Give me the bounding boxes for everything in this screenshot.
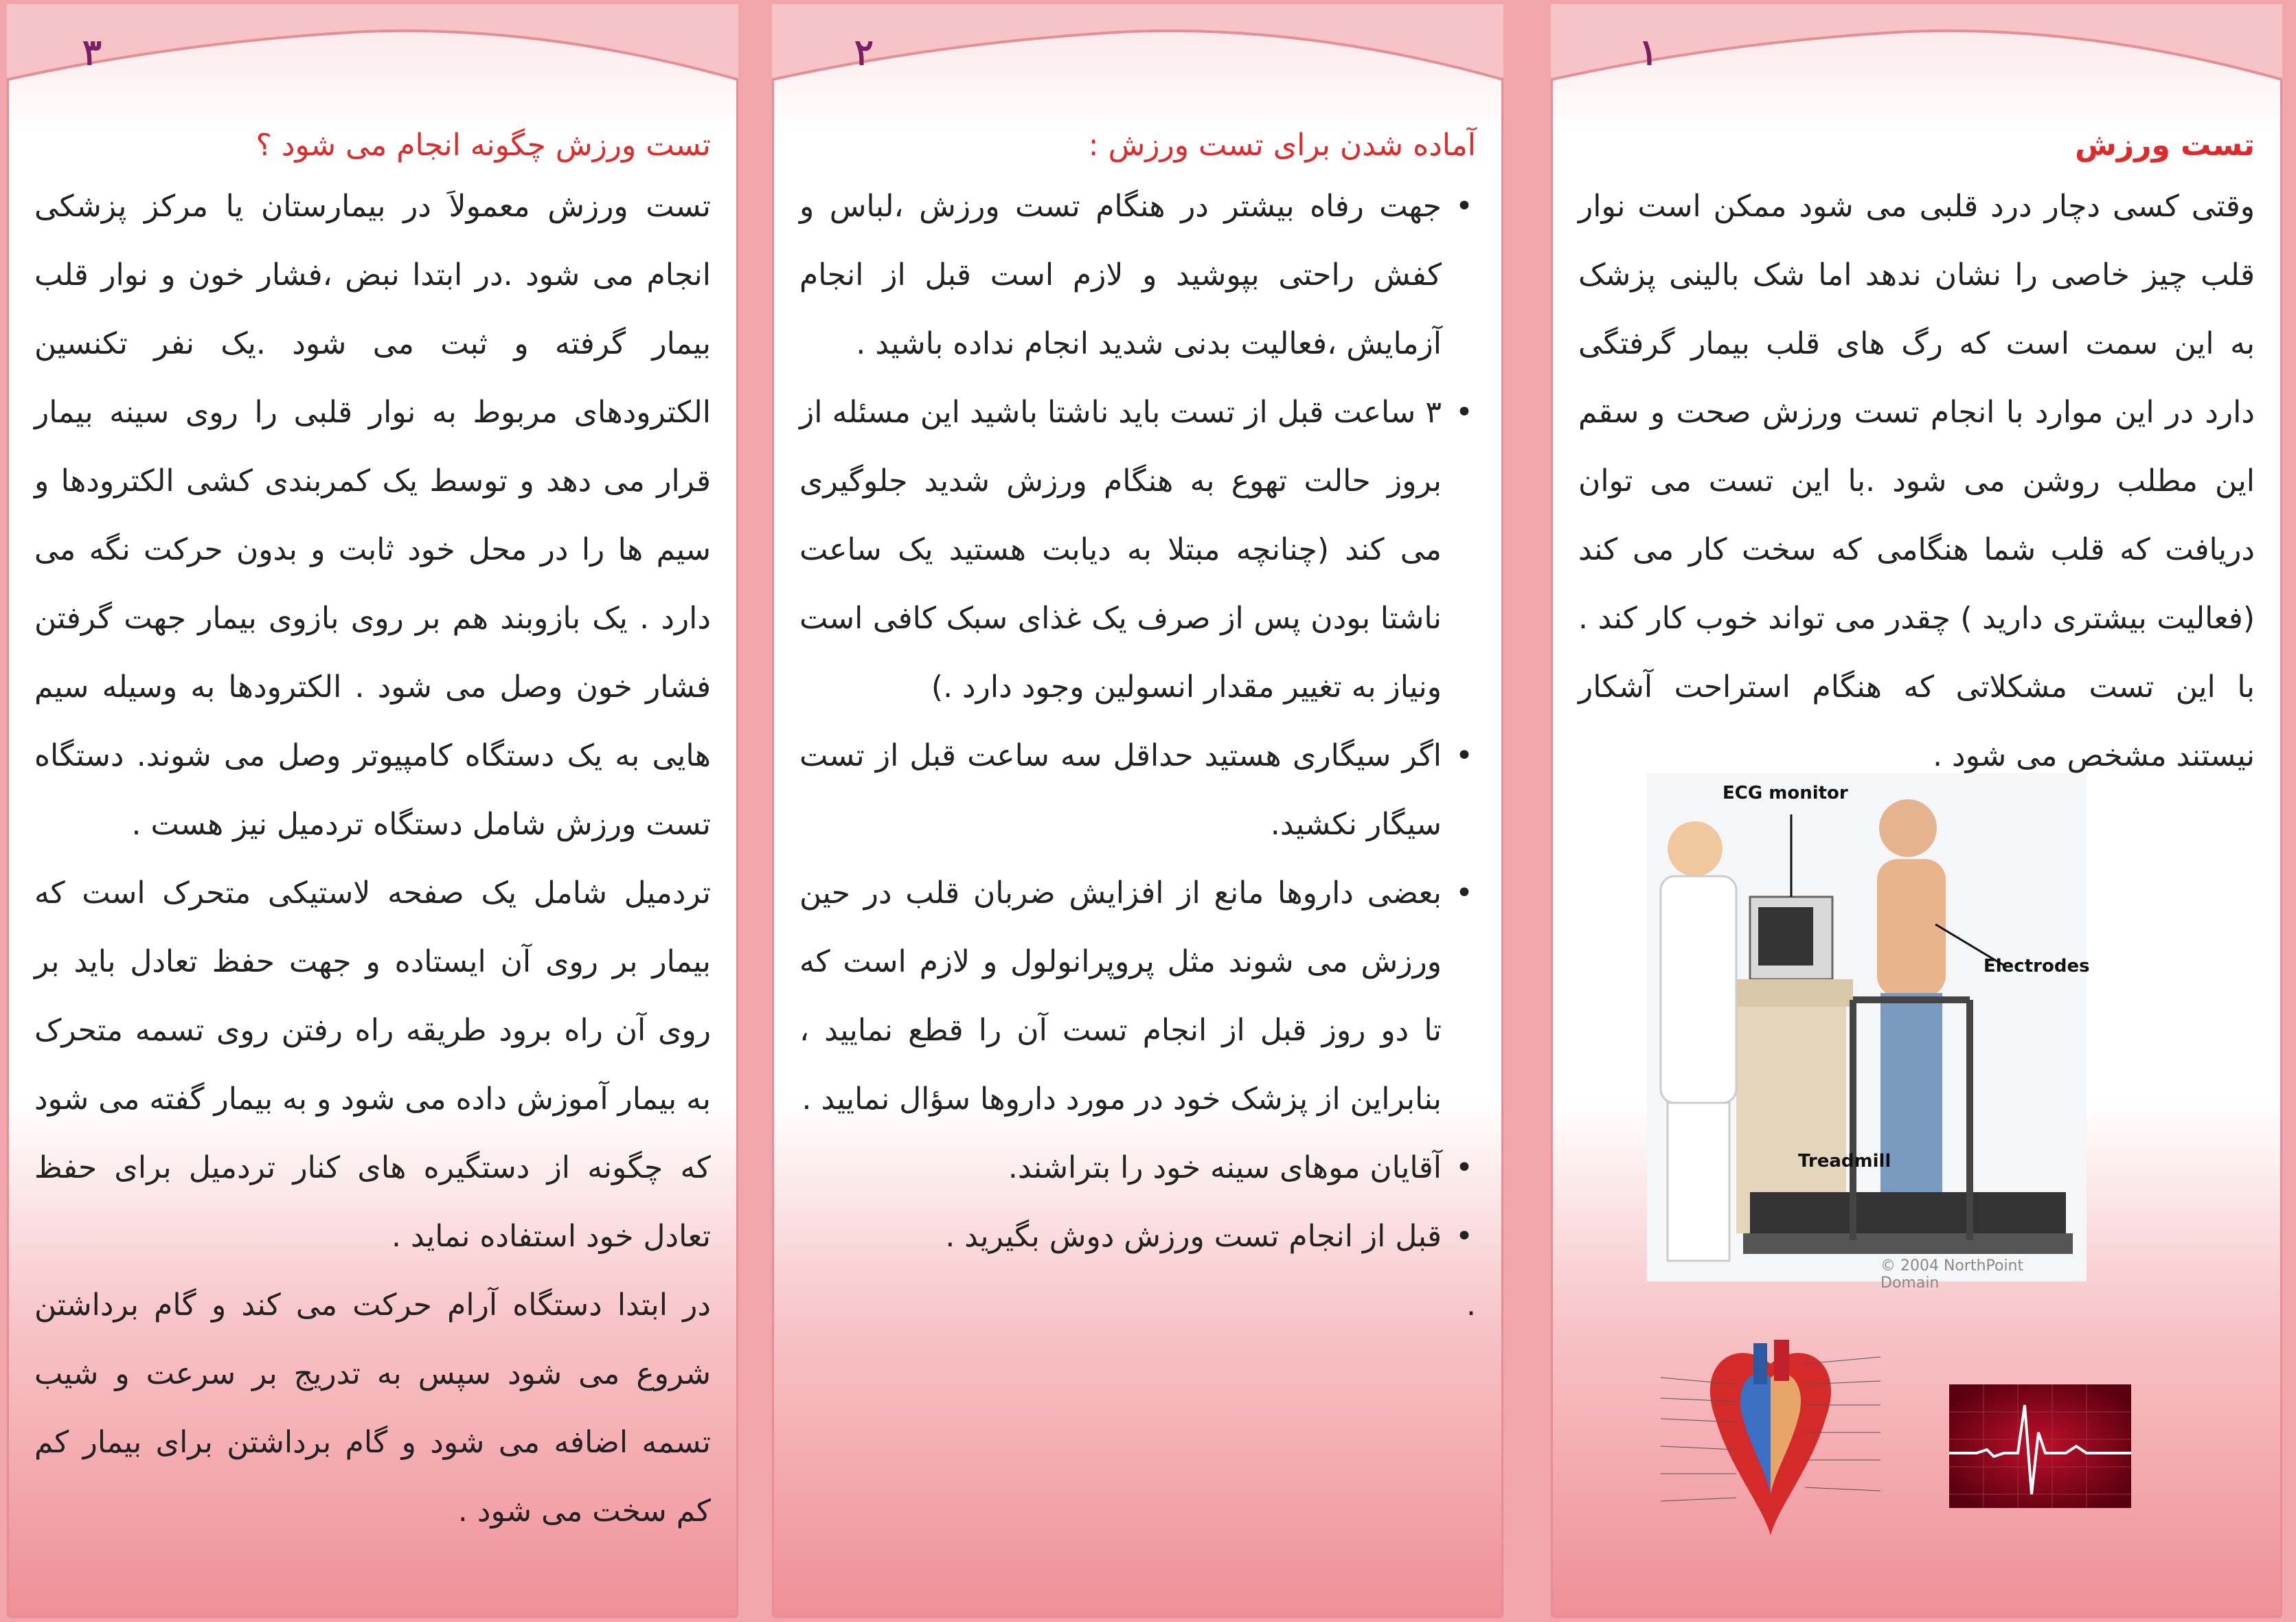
panel-3-content — [34, 128, 711, 1546]
list-item: • بعضی داروها مانع از افزایش ضربان قلب در حین ورزش می شوند مثل پروپرانولول و لازم است که تا دو روز قبل از انجام تست آن را قطع نمایید ، بنابراین از پزشک خود در مورد داروها سؤال نمایید . — [799, 876, 1473, 1117]
page-number: ۳ — [82, 32, 102, 73]
electrodes-label: Electrodes — [1984, 956, 2090, 976]
list-item: • آقایان موهای سینه خود را بتراشند. — [1008, 1150, 1473, 1185]
page-number: ۲ — [854, 32, 874, 73]
panel-1 — [1551, 4, 2282, 1618]
treadmill-illustration — [1647, 773, 2087, 1281]
panel-3 — [7, 4, 738, 1618]
heartbeat-icon — [1949, 1384, 2131, 1508]
panel-2-content — [799, 128, 1476, 1340]
panel-1-body: وقتی کسی دچار درد قلبی می شود ممکن است نوار قلب چیز خاصی را نشان ندهد اما شک بالینی پزشک به این سمت است که رگ های قلب بیمار گرفتگی دارد در این موارد با انجام تست ورزش صحت و سقم این مطلب روشن می شود .با این تست می توان دریافت که قلب شما هنگامی که سخت کار می کند (فعالیت بیشتری دارید ) چقدر می تواند خوب کار کند . با این تست مشکلاتی که هنگام استراحت آشکار نیستند مشخص می شود . — [1578, 189, 2255, 773]
panel-3-title: تست ورزش چگونه انجام می شود ؟ — [255, 128, 711, 163]
paragraph: در ابتدا دستگاه آرام حرکت می کند و گام برداشتن شروع می شود سپس به تدریج بر سرعت و شیب تسمه اضافه می شود و گام برداشتن برای بیمار کم کم سخت می شود . — [34, 1288, 711, 1529]
header-wave — [1551, 4, 2282, 93]
treadmill-label: Treadmill — [1798, 1151, 1891, 1172]
header-wave — [7, 4, 738, 93]
preparation-list — [799, 172, 1476, 1271]
ecg-pulse-image — [1949, 1384, 2131, 1508]
panel-2-title: آماده شدن برای تست ورزش : — [1088, 128, 1476, 163]
ecg-monitor-label: ECG monitor — [1723, 783, 1848, 803]
treadmill-figure — [1647, 773, 2090, 1292]
paragraph: تردمیل شامل یک صفحه لاستیکی متحرک است که بیمار بر روی آن ایستاده و جهت حفظ تعادل باید بر روی آن راه برود طریقه راه رفتن روی تسمه متحرک به بیمار آموزش داده می شود و به بیمار گفته می شود که چگونه از دستگیره های کنار تردمیل برای حفظ تعادل خود استفاده نماید . — [34, 876, 711, 1254]
trailing-dot: . — [1466, 1288, 1476, 1323]
page-number: ۱ — [1639, 32, 1658, 73]
header-wave — [772, 4, 1503, 93]
list-item: • اگر سیگاری هستید حداقل سه ساعت قبل از تست سیگار نکشید. — [799, 738, 1473, 842]
panel-1-title: تست ورزش — [2075, 128, 2255, 163]
list-item: • ۳ ساعت قبل از تست باید ناشتا باشید این مسئله از بروز حالت تهوع به هنگام ورزش شدید جلوگیری می کند (چنانچه مبتلا به دیابت هستید یک ساعت ناشتا بودن پس از صرف یک غذای سبک کافی است ونیاز به تغییر مقدار انسولین وجود دارد .) — [799, 395, 1473, 705]
list-item: • جهت رفاه بیشتر در هنگام تست ورزش ،لباس و کفش راحتی بپوشید و لازم است قبل از انجام آزمایش ،فعالیت بدنی شدید انجام نداده باشید . — [799, 189, 1473, 361]
paragraph: تست ورزش معمولاَ در بیمارستان یا مرکز پزشکی انجام می شود .در ابتدا نبض ،فشار خون و نوار قلب بیمار گرفته و ثبت می شود .یک نفر تکنسین الکترودهای مربوط به نوار قلبی را روی سینه بیمار قرار می دهد و توسط یک کمربندی کشی الکترودها و سیم ها را در محل خود ثابت و بدون حرکت نگه می دارد . یک بازوبند هم بر روی بازوی بیمار جهت گرفتن فشار خون وصل می شود . الکترودها به وسیله سیم هایی به یک دستگاه کامپیوتر وصل می شوند. دستگاه تست ورزش شامل دستگاه تردمیل نیز هست . — [34, 189, 711, 842]
panel-1-content — [1578, 128, 2255, 790]
figure-credit: © 2004 NorthPoint Domain — [1880, 1257, 2024, 1292]
panel-2 — [772, 4, 1503, 1618]
heart-anatomy-icon — [1633, 1336, 1908, 1556]
list-item: • قبل از انجام تست ورزش دوش بگیرید . — [945, 1219, 1473, 1254]
